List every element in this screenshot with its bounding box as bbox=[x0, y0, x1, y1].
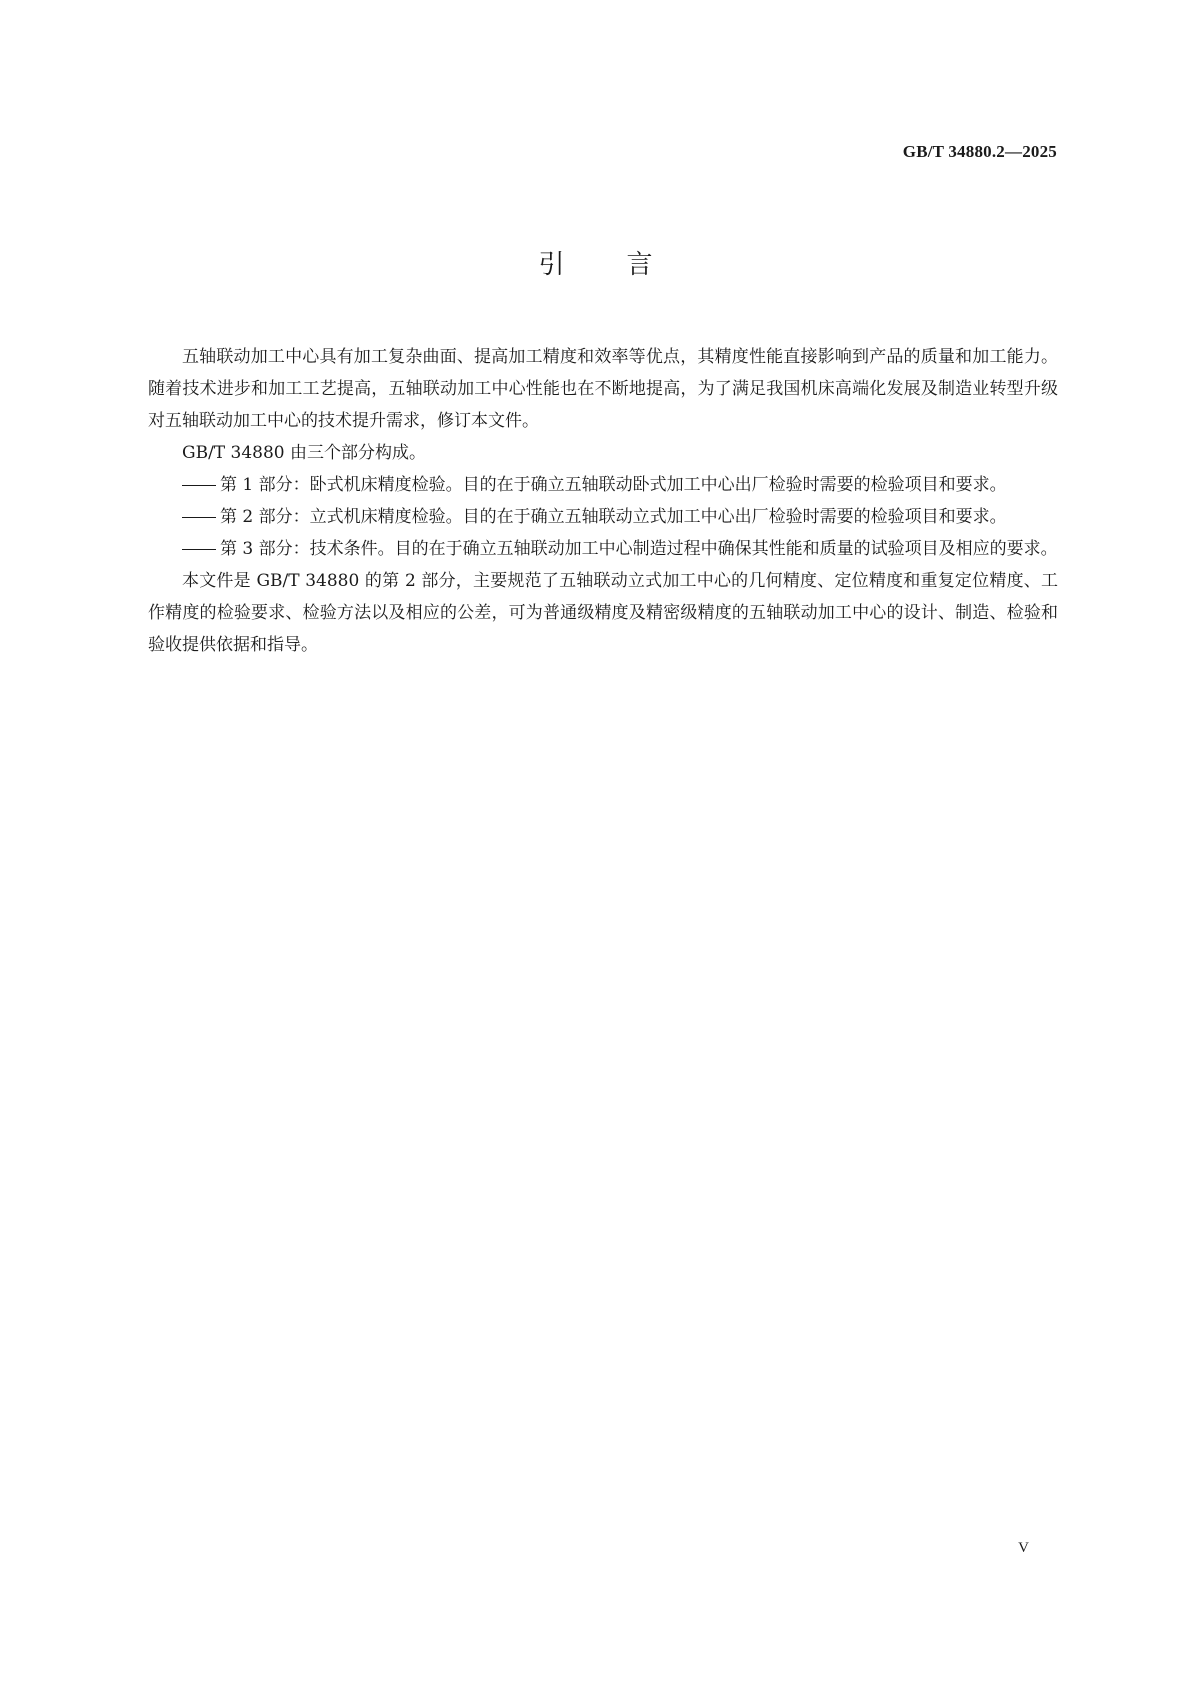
list-item-text: 第 2 部分：立式机床精度检验。目的在于确立五轴联动立式加工中心出厂检验时需要的检验项目和要求。 bbox=[220, 507, 1007, 527]
standard-code: GB/T 34880.2—2025 bbox=[902, 142, 1057, 161]
introduction-body bbox=[148, 341, 1058, 661]
paragraph-background: 五轴联动加工中心具有加工复杂曲面、提高加工精度和效率等优点，其精度性能直接影响到产品的质量和加工能力。随着技术进步和加工工艺提高，五轴联动加工中心性能也在不断地提高，为了满足我国机床高端化发展及制造业转型升级对五轴联动加工中心的技术提升需求，修订本文件。 bbox=[148, 347, 1058, 431]
page-number: V bbox=[1018, 1540, 1029, 1556]
page-title: 引言 bbox=[538, 250, 715, 280]
list-item-text: 第 1 部分：卧式机床精度检验。目的在于确立五轴联动卧式加工中心出厂检验时需要的检验项目和要求。 bbox=[220, 475, 1007, 495]
list-item-text: 第 3 部分：技术条件。目的在于确立五轴联动加工中心制造过程中确保其性能和质量的试验项目及相应的要求。 bbox=[220, 539, 1058, 559]
list-item-part-1 bbox=[148, 469, 1058, 501]
paragraph-scope: 本文件是 GB/T 34880 的第 2 部分，主要规范了五轴联动立式加工中心的几何精度、定位精度和重复定位精度、工作精度的检验要求、检验方法以及相应的公差，可为普通级精度及精密级精度的五轴联动加工中心的设计、制造、检验和验收提供依据和指导。 bbox=[148, 571, 1058, 655]
paragraph-structure: GB/T 34880 由三个部分构成。 bbox=[182, 443, 427, 463]
list-item-part-2 bbox=[148, 501, 1058, 533]
list-item-part-3 bbox=[148, 533, 1058, 565]
